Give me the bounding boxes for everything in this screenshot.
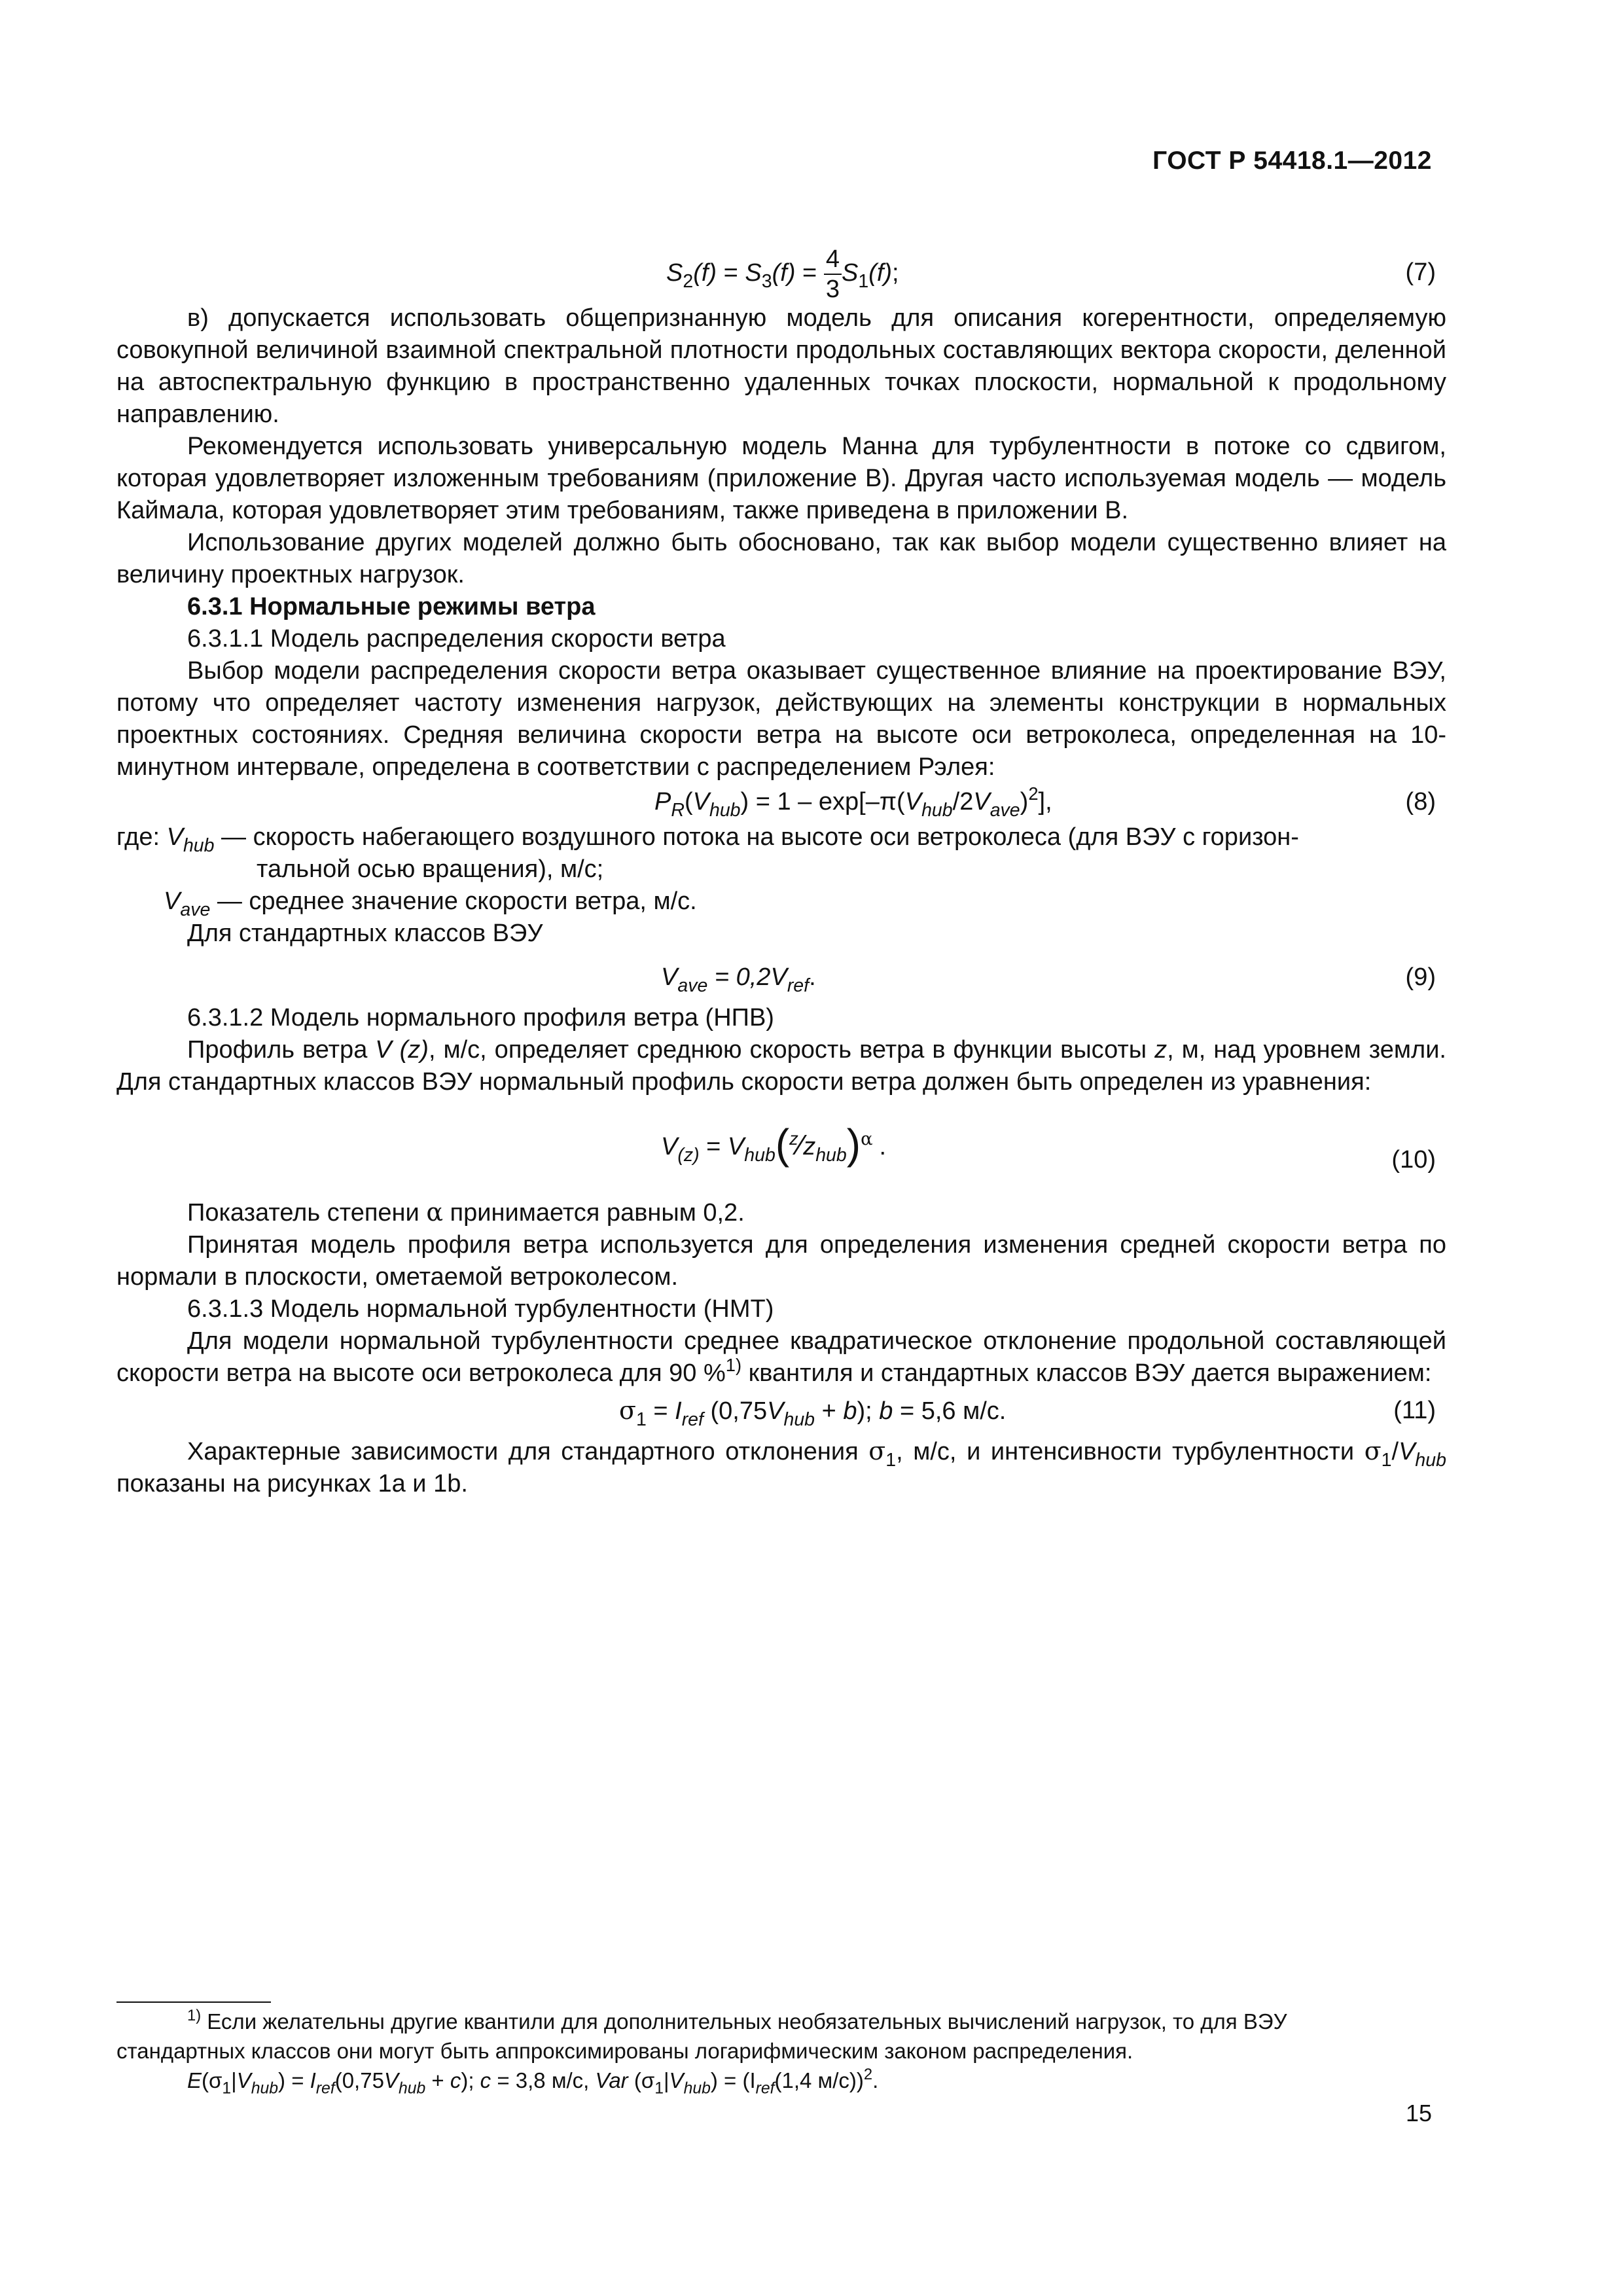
equation-8 — [116, 783, 1446, 821]
equation-10-formula: $V_{(z)}$ = $V_{hub}(^z⁄z_{hub})^\alpha$ . — [661, 1121, 887, 1168]
equation-11-number: (11) — [1393, 1397, 1436, 1424]
section-heading-6-3-1-2: 6.3.1.2 Модель нормального профиля ветра (НПВ) — [187, 1004, 774, 1031]
paragraph-mann-model: Рекомендуется использовать универсальную модель Манна для турбулентности в потоке со сдвигом, которая удовлетворяет изложенным требованиям (приложение В). Другая часто используемая модель — модель Каймала, которая удовлетворяет этим требованиям, также приведена в приложении В. — [116, 433, 1446, 524]
equation-7-number: (7) — [1405, 259, 1436, 286]
footnote — [116, 2006, 1446, 2098]
paragraph-characteristics: Характерные зависимости для стандартного отклонения $\sigma_1$, м/с, и интенсивности турбулентности $\sigma_1/V_{hub}$ показаны на рисунках 1а и 1b. — [116, 1437, 1446, 1498]
paragraph-b: в) допускается использовать общепризнанную модель для описания когерентности, определяемую совокупной величиной взаимной спектральной плотности продольных составляющих вектора скорости, деленной на автоспектральную функцию в пространственно удаленных точках плоскости, нормальной к продольному направлению. — [116, 304, 1446, 428]
equation-9-number: (9) — [1405, 963, 1436, 991]
equation-11 — [116, 1390, 1446, 1435]
footnote-line-2: стандартных классов они могут быть аппроксимированы логарифмическим законом распределения. — [116, 2039, 1133, 2063]
equation-10 — [116, 1098, 1446, 1196]
footnote-separator — [116, 2001, 271, 2003]
standard-code-header: ГОСТ Р 54418.1—2012 — [1152, 147, 1432, 175]
section-heading-6-3-1: 6.3.1 Нормальные режимы ветра — [187, 593, 596, 620]
paragraph-profile: Принятая модель профиля ветра используется для определения изменения средней скорости ветра по нормали в плоскости, ометаемой ветроколесом. — [116, 1231, 1446, 1291]
paragraph-6-3-1-1: Выбор модели распределения скорости ветра оказывает существенное влияние на проектирование ВЭУ, потому что определяет частоту изменения нагрузок, действующих на элементы конструкции в нормальных проектных состояниях. Средняя величина скорости ветра на высоте оси ветроколеса, определенная на 10-минутном интервале, определена в соответствии с распределением Рэлея: — [116, 657, 1446, 781]
equation-8-number: (8) — [1405, 788, 1436, 816]
equation-9 — [116, 950, 1446, 1002]
footnote-reference: 1) — [725, 1354, 742, 1375]
footnote-formula: $E(\sigma_1|V_{hub}) = I_{ref}(0,75V_{hub} + c)$; c = 3,8 м/с, Var $(\sigma_1|V_{hub}) = (I_{ref}(1,4$ м/с))$^2$. — [187, 2065, 879, 2098]
paragraph-other-models: Использование других моделей должно быть обосновано, так как выбор модели существенно влияет на величину проектных нагрузок. — [116, 529, 1446, 588]
section-heading-6-3-1-3: 6.3.1.3 Модель нормальной турбулентности (НМТ) — [187, 1295, 774, 1323]
footnote-line-1: $^{1)}$ Если желательны другие квантили для дополнительных необязательных вычислений нагрузок, то для ВЭУ — [187, 2006, 1287, 2034]
section-heading-6-3-1-1: 6.3.1.1 Модель распределения скорости ветра — [187, 625, 726, 653]
equation-9-formula: $V_{ave} = 0,2V_{ref}$. — [661, 963, 816, 996]
equation-10-number: (10) — [1391, 1146, 1436, 1174]
paragraph-alpha: Показатель степени α принимается равным 0,2. — [187, 1198, 745, 1227]
equation-7-formula: $S_2(f) = S_3(f)$ = $\frac{4}{3}$ $S_1(f)$; — [666, 245, 899, 303]
definition-v-hub-continued: тальной осью вращения), м/с; — [257, 855, 604, 883]
paragraph-6-3-1-2: Профиль ветра V (z), м/с, определяет среднюю скорость ветра в функции высоты z, м, над уровнем земли. Для стандартных классов ВЭУ нормальный профиль скорости ветра должен быть определен из уравнения: — [116, 1036, 1446, 1096]
paragraph-6-3-1-3: Для модели нормальной турбулентности среднее квадратическое отклонение продольной составляющей скорости ветра на высоте оси ветроколеса для 90 %$^{1)}$ квантиля и стандартных классов ВЭУ дается выражением: — [116, 1327, 1446, 1387]
equation-7 — [116, 230, 1446, 303]
definition-v-hub: где: $V_{hub}$ — скорость набегающего воздушного потока на высоте оси ветроколеса (для ВЭУ с горизон- — [116, 823, 1299, 856]
equation-8-formula: $P_R(V_{hub}) = 1 - \exp[-\pi(V_{hub}/2V_{ave})^2]$, — [654, 783, 1052, 821]
document-body — [116, 230, 1446, 1500]
equation-11-formula: $\sigma_1 = I_{ref}$ $(0,75V_{hub} + b)$; b = 5,6 м/с. — [619, 1396, 1007, 1430]
standard-classes-line: Для стандартных классов ВЭУ — [187, 920, 543, 947]
page-number: 15 — [1405, 2100, 1432, 2126]
definition-v-ave: $V_{ave}$ — среднее значение скорости ветра, м/с. — [164, 888, 697, 920]
fraction-four-thirds: $\frac{4}{3}$ — [824, 245, 842, 304]
